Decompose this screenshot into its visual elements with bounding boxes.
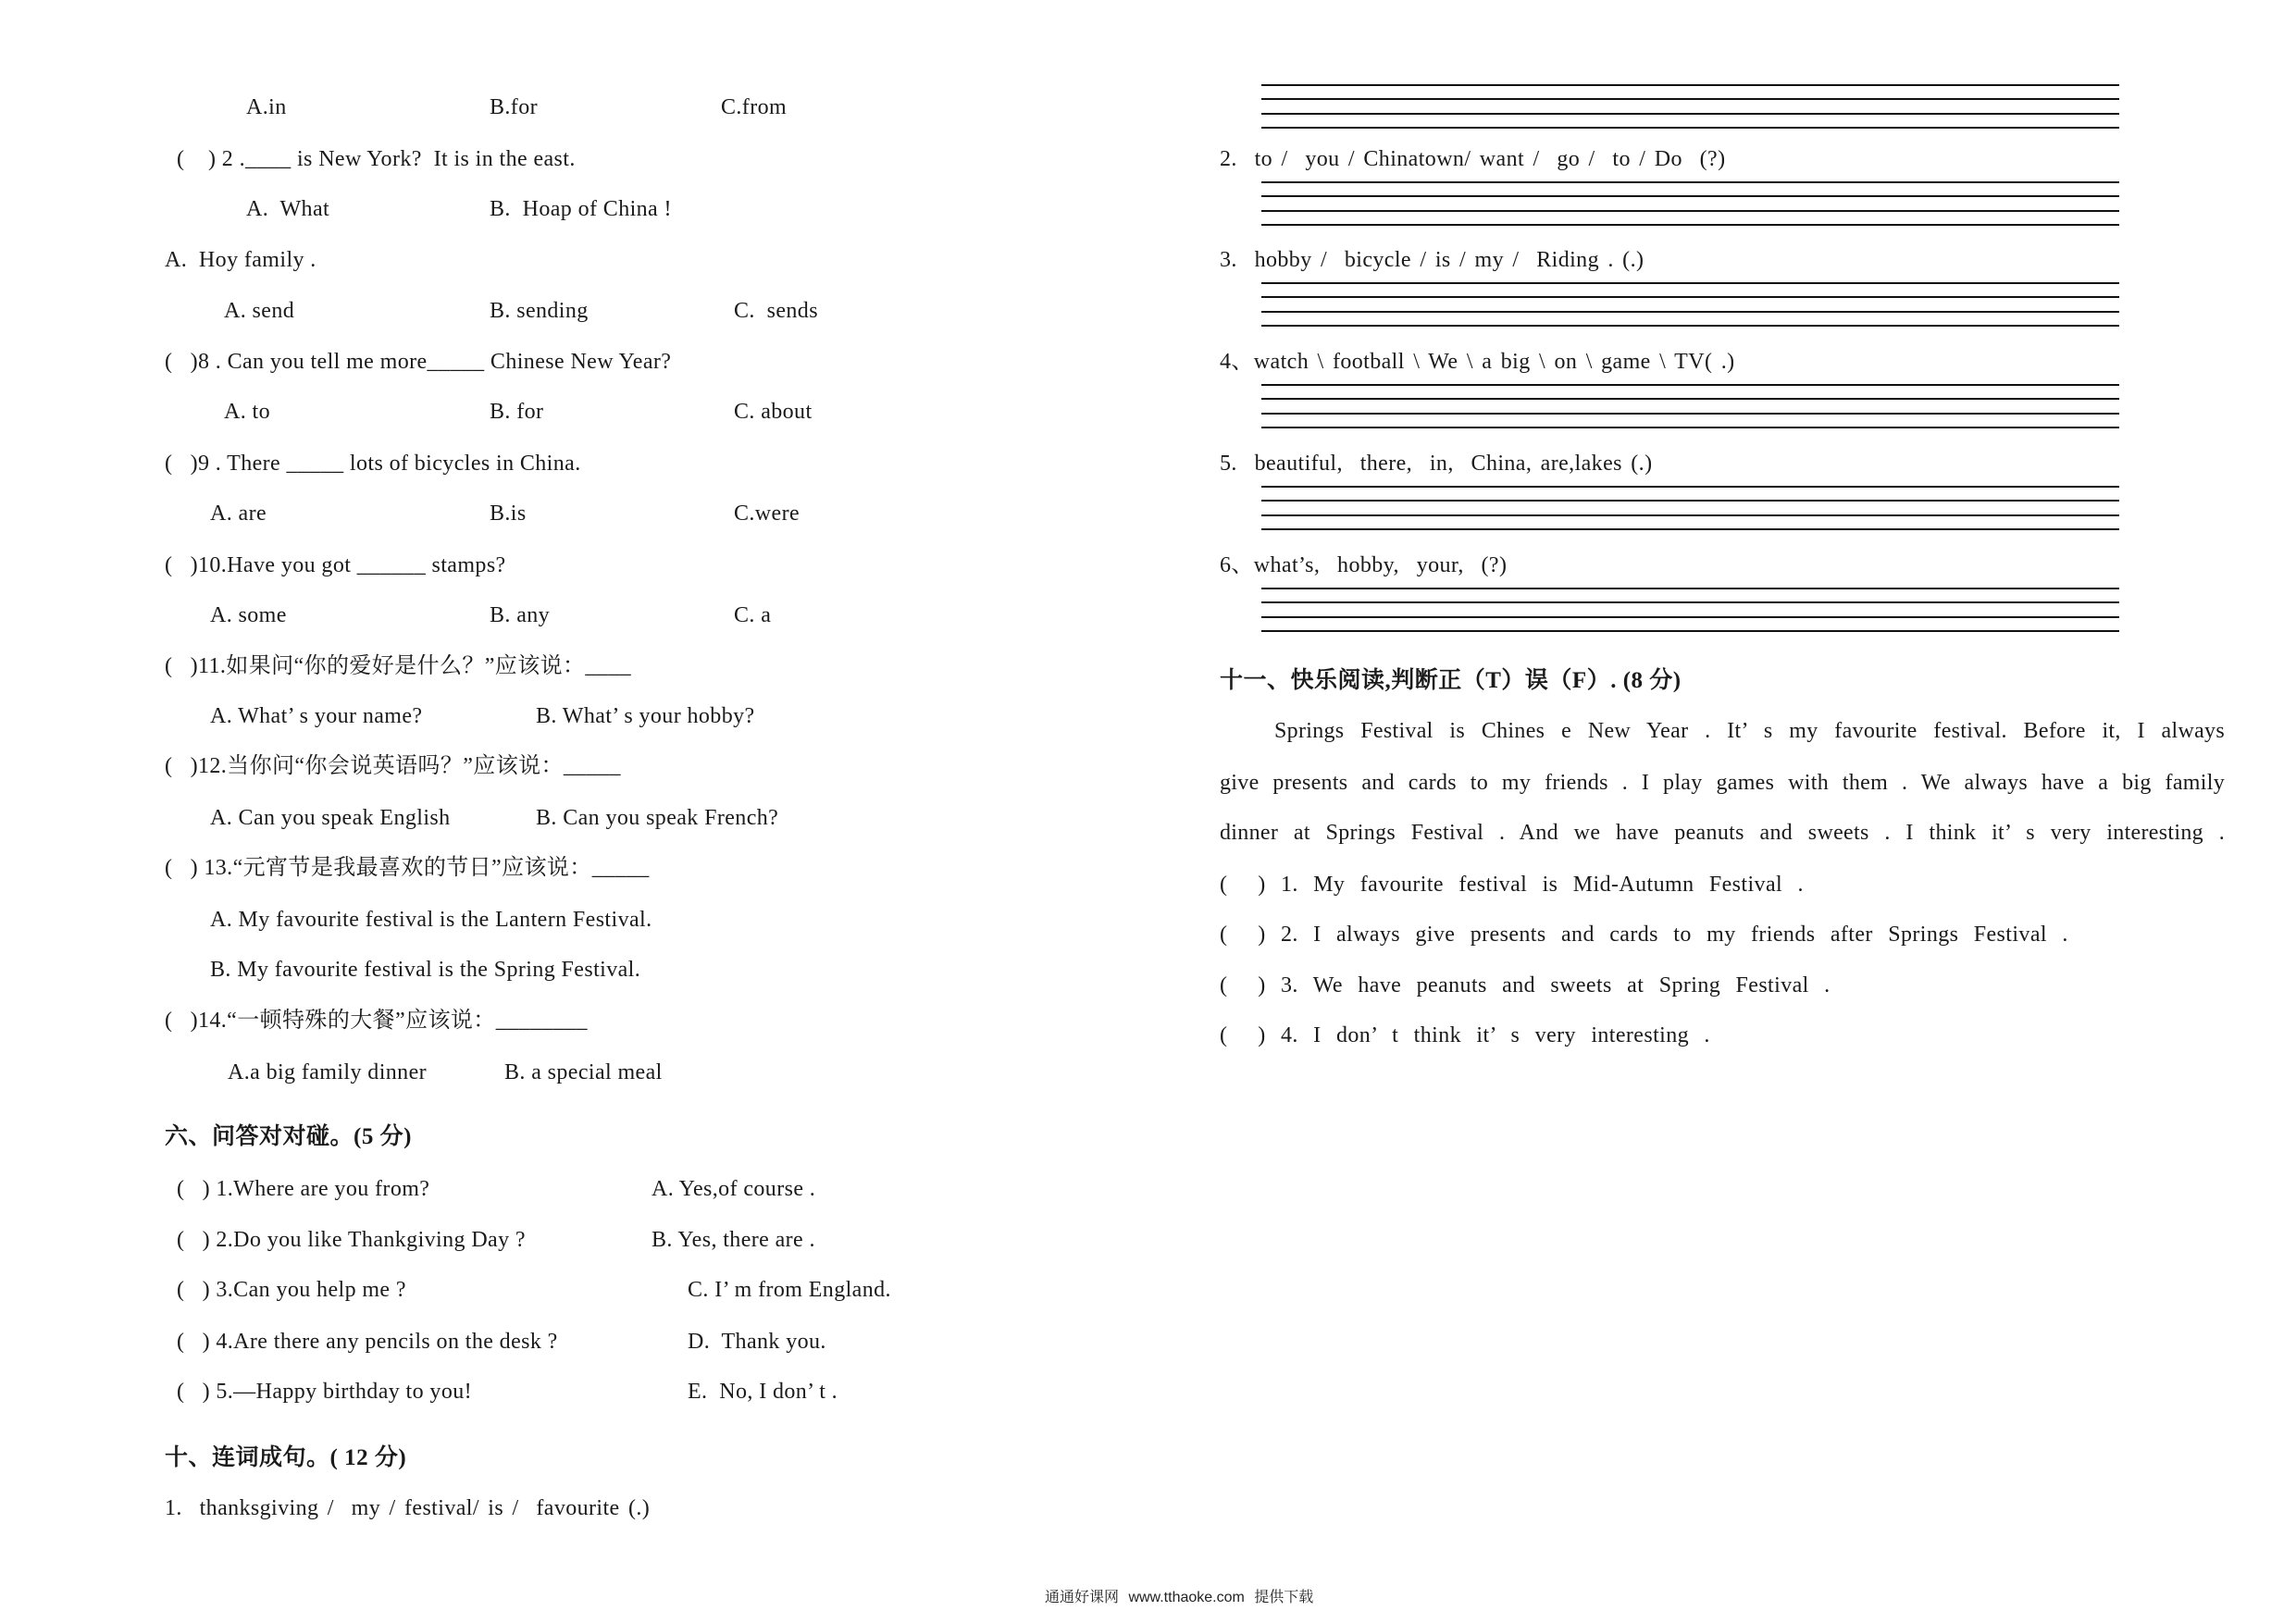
- writing-lines: [1261, 84, 2119, 129]
- writing-lines: [1261, 384, 2119, 428]
- statement-2: ( ) 2. I always give presents and cards to my friends after Springs Festival .: [1220, 923, 2068, 947]
- q8-option-c: C. about: [734, 400, 813, 424]
- q1-option-c: C.from: [721, 95, 788, 119]
- writing-rule: [1261, 500, 2119, 502]
- match-question-1: ( ) 1.Where are you from?: [177, 1177, 430, 1201]
- option-c: C. sends: [734, 299, 818, 323]
- writing-lines: [1261, 588, 2119, 632]
- q1-option-b: B.for: [490, 95, 538, 119]
- writing-rule: [1261, 413, 2119, 415]
- writing-rule: [1261, 486, 2119, 488]
- q9-option-a: A. are: [210, 502, 267, 526]
- match-answer-e: E. No, I don’ t .: [688, 1380, 838, 1404]
- writing-rule: [1261, 601, 2119, 603]
- statement-1: ( ) 1. My favourite festival is Mid-Autumn Festival .: [1220, 873, 1804, 897]
- section-10-heading: 十、连词成句。( 12 分): [165, 1445, 407, 1470]
- passage-line: Springs Festival is Chines e New Year . It’ s my favourite festival. Before it, I always: [1274, 719, 2225, 743]
- question-13: ( ) 13.“元宵节是我最喜欢的节日”应该说：_____: [165, 856, 650, 880]
- q8-option-a: A. to: [224, 400, 270, 424]
- sentence-item-4: 4、watch \ football \ We \ a big \ on \ game \ TV( .): [1220, 350, 1735, 374]
- writing-lines: [1261, 486, 2119, 530]
- q1-option-a: A.in: [246, 95, 287, 119]
- question-2: ( ) 2 .____ is New York? It is in the east.: [177, 147, 576, 171]
- q8-option-b: B. for: [490, 400, 544, 424]
- writing-rule: [1261, 224, 2119, 226]
- writing-rule: [1261, 127, 2119, 129]
- q10-option-b: B. any: [490, 603, 551, 627]
- writing-rule: [1261, 398, 2119, 400]
- question-9: ( )9 . There _____ lots of bicycles in China.: [165, 452, 581, 476]
- q11-option-a: A. What’ s your name?: [210, 704, 423, 728]
- match-question-5: ( ) 5.—Happy birthday to you!: [177, 1380, 473, 1404]
- match-answer-a: A. Yes,of course .: [652, 1177, 816, 1201]
- q12-option-a: A. Can you speak English: [210, 806, 451, 830]
- writing-rule: [1261, 195, 2119, 197]
- match-answer-d: D. Thank you.: [688, 1330, 826, 1354]
- writing-rule: [1261, 528, 2119, 530]
- statement-3: ( ) 3. We have peanuts and sweets at Spring Festival .: [1220, 973, 1831, 997]
- match-question-2: ( ) 2.Do you like Thankgiving Day ?: [177, 1228, 526, 1252]
- writing-rule: [1261, 181, 2119, 183]
- q13-option-a: A. My favourite festival is the Lantern Festival.: [210, 908, 652, 932]
- writing-rule: [1261, 98, 2119, 100]
- sentence-item-2: 2. to / you / Chinatown/ want / go / to / Do (?): [1220, 147, 1726, 171]
- page-footer: 通通好课网 www.tthaoke.com 提供下载: [1045, 1590, 1314, 1605]
- writing-lines: [1261, 282, 2119, 327]
- passage-line: dinner at Springs Festival . And we have peanuts and sweets . I think it’ s very interesting .: [1220, 821, 2225, 845]
- writing-rule: [1261, 325, 2119, 327]
- q9-option-c: C.were: [734, 502, 800, 526]
- sentence-item-5: 5. beautiful, there, in, China, are,lakes (.): [1220, 452, 1653, 476]
- option-line: A. Hoy family .: [165, 248, 316, 272]
- q10-option-a: A. some: [210, 603, 287, 627]
- statement-4: ( ) 4. I don’ t think it’ s very interesting .: [1220, 1023, 1710, 1047]
- q2-option-b: B. Hoap of China !: [490, 197, 672, 221]
- sentence-item-1: 1. thanksgiving / my / festival/ is / favourite (.): [165, 1496, 651, 1520]
- match-question-3: ( ) 3.Can you help me ?: [177, 1278, 406, 1302]
- section-11-heading: 十一、快乐阅读,判断正（T）误（F）. (8 分): [1220, 668, 1682, 693]
- writing-lines: [1261, 181, 2119, 226]
- writing-rule: [1261, 311, 2119, 313]
- q10-option-c: C. a: [734, 603, 772, 627]
- q14-option-b: B. a special meal: [504, 1060, 663, 1084]
- writing-rule: [1261, 84, 2119, 86]
- writing-rule: [1261, 384, 2119, 386]
- option-a: A. send: [224, 299, 295, 323]
- writing-rule: [1261, 282, 2119, 284]
- section-6-heading: 六、问答对对碰。(5 分): [165, 1124, 412, 1149]
- q12-option-b: B. Can you speak French?: [536, 806, 779, 830]
- question-11: ( )11.如果问“你的爱好是什么？”应该说：____: [165, 654, 631, 678]
- question-8: ( )8 . Can you tell me more_____ Chinese New Year?: [165, 350, 672, 374]
- question-10: ( )10.Have you got ______ stamps?: [165, 553, 506, 577]
- sentence-item-6: 6、what’s, hobby, your, (?): [1220, 553, 1508, 577]
- option-b: B. sending: [490, 299, 589, 323]
- question-14: ( )14.“一顿特殊的大餐”应该说：________: [165, 1009, 588, 1033]
- q11-option-b: B. What’ s your hobby?: [536, 704, 755, 728]
- match-answer-c: C. I’ m from England.: [688, 1278, 891, 1302]
- q14-option-a: A.a big family dinner: [228, 1060, 428, 1084]
- writing-rule: [1261, 616, 2119, 618]
- q9-option-b: B.is: [490, 502, 527, 526]
- passage-line: give presents and cards to my friends . I play games with them . We always have a big family: [1220, 771, 2225, 795]
- writing-rule: [1261, 296, 2119, 298]
- writing-rule: [1261, 514, 2119, 516]
- match-answer-b: B. Yes, there are .: [652, 1228, 815, 1252]
- q2-option-a: A. What: [246, 197, 330, 221]
- question-12: ( )12.当你问“你会说英语吗？”应该说：_____: [165, 754, 621, 778]
- sentence-item-3: 3. hobby / bicycle / is / my / Riding . (.): [1220, 248, 1644, 272]
- writing-rule: [1261, 113, 2119, 115]
- q13-option-b: B. My favourite festival is the Spring Festival.: [210, 958, 641, 982]
- writing-rule: [1261, 210, 2119, 212]
- writing-rule: [1261, 427, 2119, 428]
- writing-rule: [1261, 630, 2119, 632]
- match-question-4: ( ) 4.Are there any pencils on the desk ?: [177, 1330, 558, 1354]
- writing-rule: [1261, 588, 2119, 589]
